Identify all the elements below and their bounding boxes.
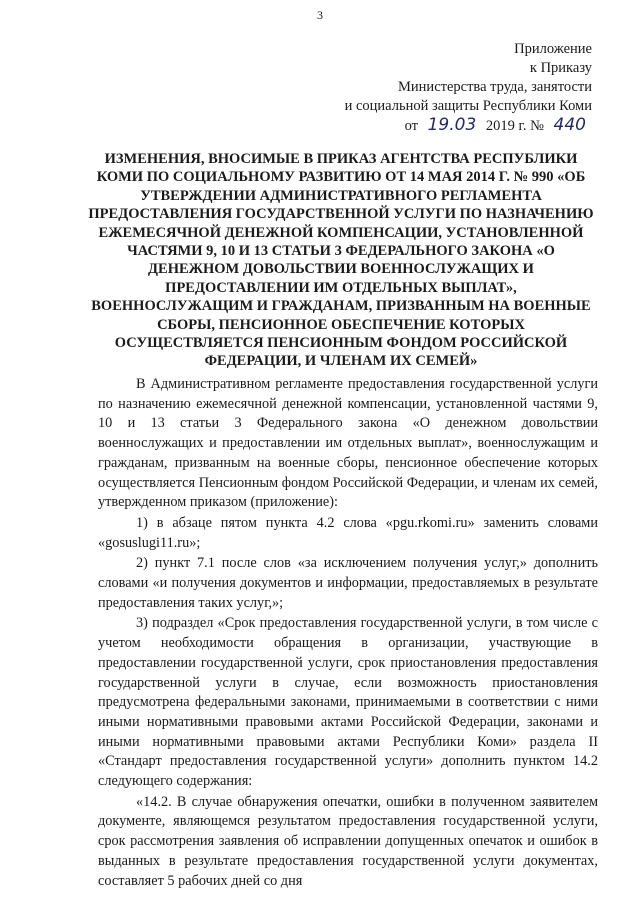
item-1-paragraph: 1) в абзаце пятом пункта 4.2 слова «pgu.rkomi.ru» заменить словами «gosuslugi11.ru»; xyxy=(98,514,598,551)
appendix-header xyxy=(345,40,592,136)
document-title: ИЗМЕНЕНИЯ, ВНОСИМЫЕ В ПРИКАЗ АГЕНТСТВА РЕСПУБЛИКИ КОМИ ПО СОЦИАЛЬНОМУ РАЗВИТИЮ ОТ 14 МАЯ 2014 Г. № 990 «ОБ УТВЕРЖДЕНИИ АДМИНИСТРАТИВНОГО РЕГЛАМЕНТА ПРЕДОСТАВЛЕНИЯ ГОСУДАРСТВЕННОЙ УСЛУГИ ПО НАЗНАЧЕНИЮ ЕЖЕМЕСЯЧНОЙ ДЕНЕЖНОЙ КОМПЕНСАЦИИ, УСТАНОВЛЕННОЙ ЧАСТЯМИ 9, 10 И 13 СТАТЬИ 3 ФЕДЕРАЛЬНОГО ЗАКОНА «О ДЕНЕЖНОМ ДОВОЛЬСТВИИ ВОЕННОСЛУЖАЩИХ И ПРЕДОСТАВЛЕНИИ ИМ ОТДЕЛЬНЫХ ВЫПЛАТ», ВОЕННОСЛУЖАЩИМ И ГРАЖДАНАМ, ПРИЗВАННЫМ НА ВОЕННЫЕ СБОРЫ, ПЕНСИОННОЕ ОБЕСПЕЧЕНИЕ КОТОРЫХ ОСУЩЕСТВЛЯЕТСЯ ПЕНСИОННЫМ ФОНДОМ РОССИЙСКОЙ ФЕДЕРАЦИИ, И ЧЛЕНАМ ИХ СЕМЕЙ» xyxy=(88,151,594,370)
document-body xyxy=(98,375,598,891)
appendix-order-label: к Приказу xyxy=(529,60,592,76)
date-prefix: от xyxy=(404,118,418,134)
intro-paragraph: В Административном регламенте предоставления государственной услуги по назначению ежемесячной денежной компенсации, установленной частями 9, 10 и 13 статьи 3 Федерального закона «О денежном довольствии военнослужащих и предоставлении им отдельных выплат», военнослужащим и гражданам, призванным на военные сборы, пенсионное обеспечение которых осуществляется Пенсионным фондом Российской Федерации, и членам их семей, утвержденном приказом (приложение): xyxy=(98,376,598,511)
item-2-paragraph: 2) пункт 7.1 после слов «за исключением получения услуг,» дополнить словами «и получения документов и информации, предоставляемых в результате предоставления таких услуг,»; xyxy=(98,555,598,611)
handwritten-date: 19.03 xyxy=(427,115,477,135)
clause-14-2-paragraph: «14.2. В случае обнаружения опечатки, ошибки в полученном заявителем документе, являющемся результатом предоставления государственной услуги, срок рассмотрения заявления об исправлении допущенных опечаток и ошибок в выданных в результате предоставления государственной услуги документах, составляет 5 рабочих дней со дня xyxy=(98,793,598,889)
ministry-name-line1: Министерства труда, занятости xyxy=(398,79,592,95)
item-3-paragraph: 3) подраздел «Срок предоставления государственной услуги, в том числе с учетом необходимости обращения в организации, участвующие в предоставлении государственной услуги, срок приостановления предоставления государственной услуги в случае, если возможность приостановления предусмотрена федеральными законами, принимаемыми в соответствии с ними иными нормативными правовыми актами Российской Федерации, законами и иными нормативными правовыми актами Республики Коми» раздела II «Стандарт предоставления государственной услуги» дополнить пунктом 14.2 следующего содержания: xyxy=(98,615,598,790)
order-date-line xyxy=(345,116,592,136)
order-year: 2019 г. № xyxy=(485,118,544,134)
ministry-name-line2: и социальной защиты Республики Коми xyxy=(344,98,592,114)
handwritten-order-number: 440 xyxy=(553,115,586,135)
appendix-label: Приложение xyxy=(514,41,592,57)
page-number: 3 xyxy=(317,8,323,22)
